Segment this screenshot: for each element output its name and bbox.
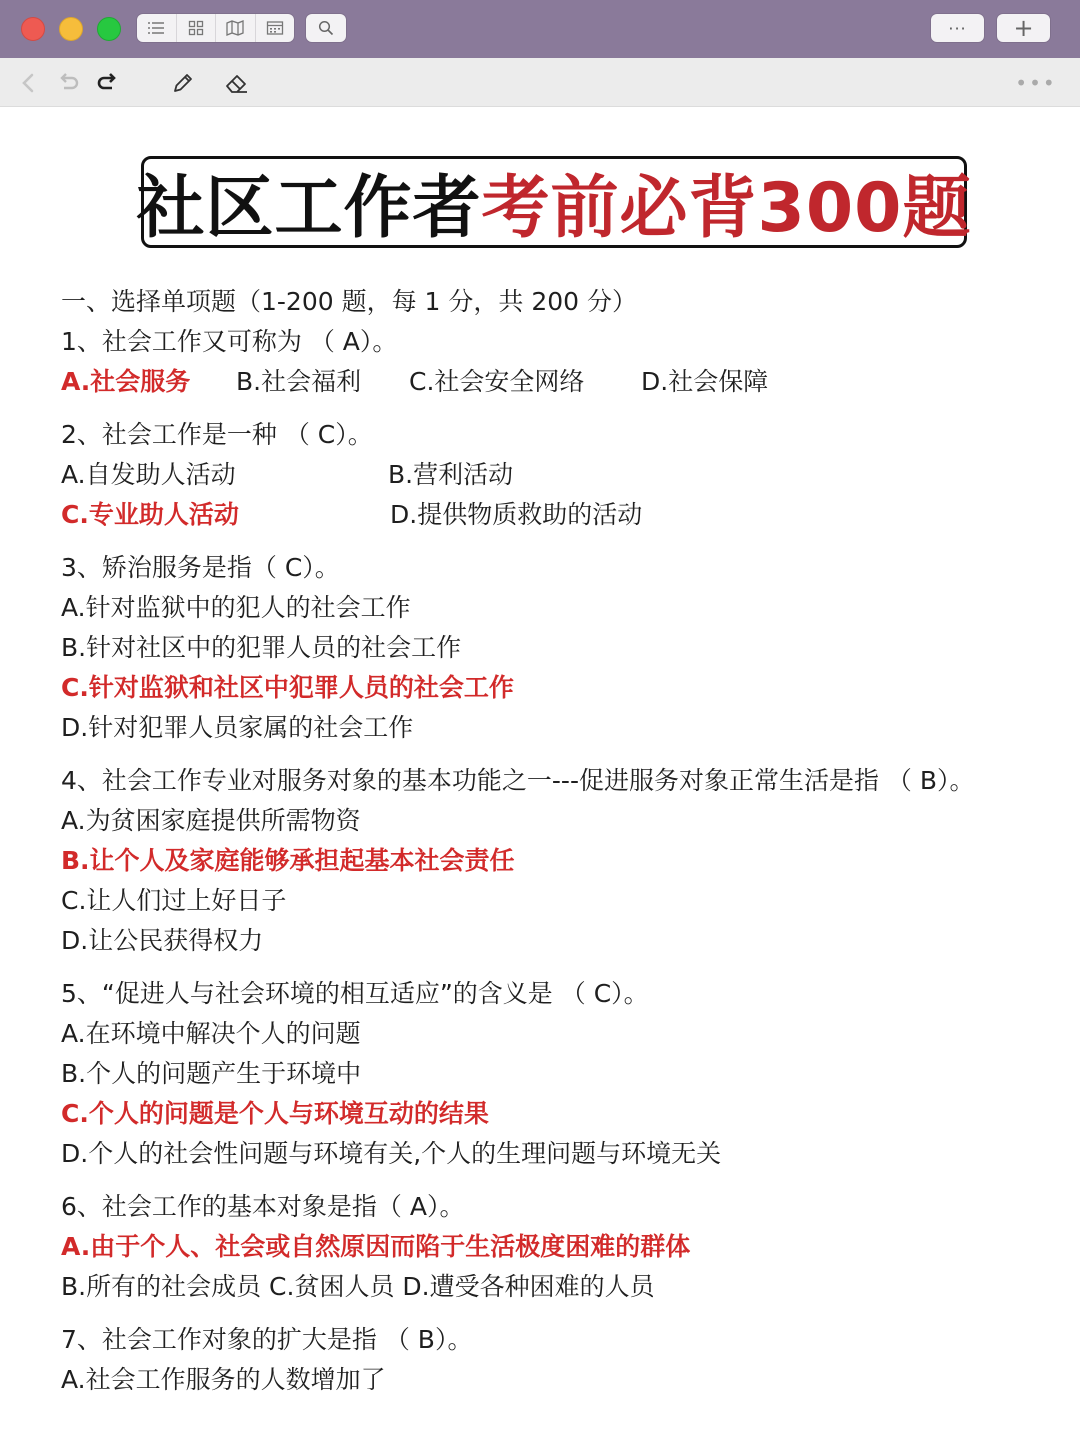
option-a: A.自发助人活动 (61, 460, 236, 489)
option-b: B.社会福利 (236, 367, 362, 396)
option-d: D.个人的社会性问题与环境有关,个人的生理问题与环境无关 (61, 1139, 722, 1168)
undo-button[interactable] (56, 70, 82, 96)
option-c: C.社会安全网络 (409, 367, 585, 396)
redo-button[interactable] (94, 70, 120, 96)
section-heading: 一、选择单项题（1-200 题，每 1 分，共 200 分） (61, 287, 638, 316)
question-1-stem: 1、社会工作又可称为 （ A）。 (61, 327, 398, 356)
option-d: D.提供物质救助的活动 (390, 500, 643, 529)
question-list (61, 282, 1051, 1400)
option-d: D.针对犯罪人员家属的社会工作 (61, 713, 414, 742)
title-part-1: 社区工作者 (136, 168, 482, 248)
option-b: B.个人的问题产生于环境中 (61, 1059, 362, 1088)
question-4-stem: 4、社会工作专业对服务对象的基本功能之一---促进服务对象正常生活是指 （ B）。 (61, 766, 975, 795)
map-icon (226, 20, 244, 36)
option-b: B.让个人及家庭能够承担起基本社会责任 (61, 846, 515, 875)
option-a: A.社会工作服务的人数增加了 (61, 1365, 386, 1394)
question-2-options-row1 (61, 455, 1051, 495)
more-icon: ••• (1015, 71, 1057, 95)
redo-icon (96, 73, 118, 93)
question-3-stem: 3、矫治服务是指（ C）。 (61, 553, 340, 582)
page-title (136, 156, 972, 248)
more-options-button[interactable] (931, 14, 984, 42)
question-2-stem: 2、社会工作是一种 （ C）。 (61, 420, 373, 449)
pen-tool-button[interactable] (170, 70, 196, 96)
zoom-window-button[interactable] (97, 17, 121, 41)
option-d: D.让公民获得权力 (61, 926, 264, 955)
search-button[interactable] (306, 14, 346, 42)
option-b: B.营利活动 (388, 460, 514, 489)
eraser-tool-button[interactable] (224, 70, 250, 96)
plus-icon: + (1013, 14, 1034, 42)
option-a: A.为贫困家庭提供所需物资 (61, 806, 361, 835)
options-bcd: B.所有的社会成员 C.贫困人员 D.遭受各种困难的人员 (61, 1272, 655, 1301)
question-2-options-row2 (61, 495, 1051, 535)
minimize-window-button[interactable] (59, 17, 83, 41)
edit-toolbar (0, 58, 1080, 107)
option-a: A.社会服务 (61, 367, 191, 396)
grid-icon (188, 20, 204, 36)
option-b: B.针对社区中的犯罪人员的社会工作 (61, 633, 462, 662)
list-view-button[interactable] (137, 14, 177, 42)
more-icon: ··· (948, 18, 967, 38)
back-button[interactable] (15, 70, 41, 96)
eraser-icon (224, 71, 250, 95)
option-c: C.让人们过上好日子 (61, 886, 287, 915)
pen-icon (171, 71, 195, 95)
option-a: A.在环境中解决个人的问题 (61, 1019, 361, 1048)
grid-view-button[interactable] (177, 14, 217, 42)
back-icon (21, 73, 35, 93)
title-part-2: 考前必背300题 (481, 168, 972, 248)
calendar-view-button[interactable] (256, 14, 295, 42)
undo-icon (58, 73, 80, 93)
option-a: A.针对监狱中的犯人的社会工作 (61, 593, 411, 622)
option-c: C.专业助人活动 (61, 500, 239, 529)
toolbar-more-button[interactable] (1014, 70, 1058, 96)
option-c: C.针对监狱和社区中犯罪人员的社会工作 (61, 673, 514, 702)
search-icon (318, 20, 334, 36)
close-window-button[interactable] (21, 17, 45, 41)
window-titlebar (0, 0, 1080, 58)
question-7-stem: 7、社会工作对象的扩大是指 （ B）。 (61, 1325, 473, 1354)
question-6-stem: 6、社会工作的基本对象是指（ A）。 (61, 1192, 465, 1221)
option-c: C.个人的问题是个人与环境互动的结果 (61, 1099, 489, 1128)
question-1-options (61, 362, 1051, 402)
view-switcher (137, 14, 294, 42)
add-button[interactable] (997, 14, 1050, 42)
question-5-stem: 5、“促进人与社会环境的相互适应”的含义是 （ C）。 (61, 979, 649, 1008)
option-d: D.社会保障 (641, 367, 769, 396)
option-a: A.由于个人、社会或自然原因而陷于生活极度困难的群体 (61, 1232, 691, 1261)
map-view-button[interactable] (216, 14, 256, 42)
list-icon (147, 21, 165, 35)
calendar-icon (266, 20, 284, 36)
